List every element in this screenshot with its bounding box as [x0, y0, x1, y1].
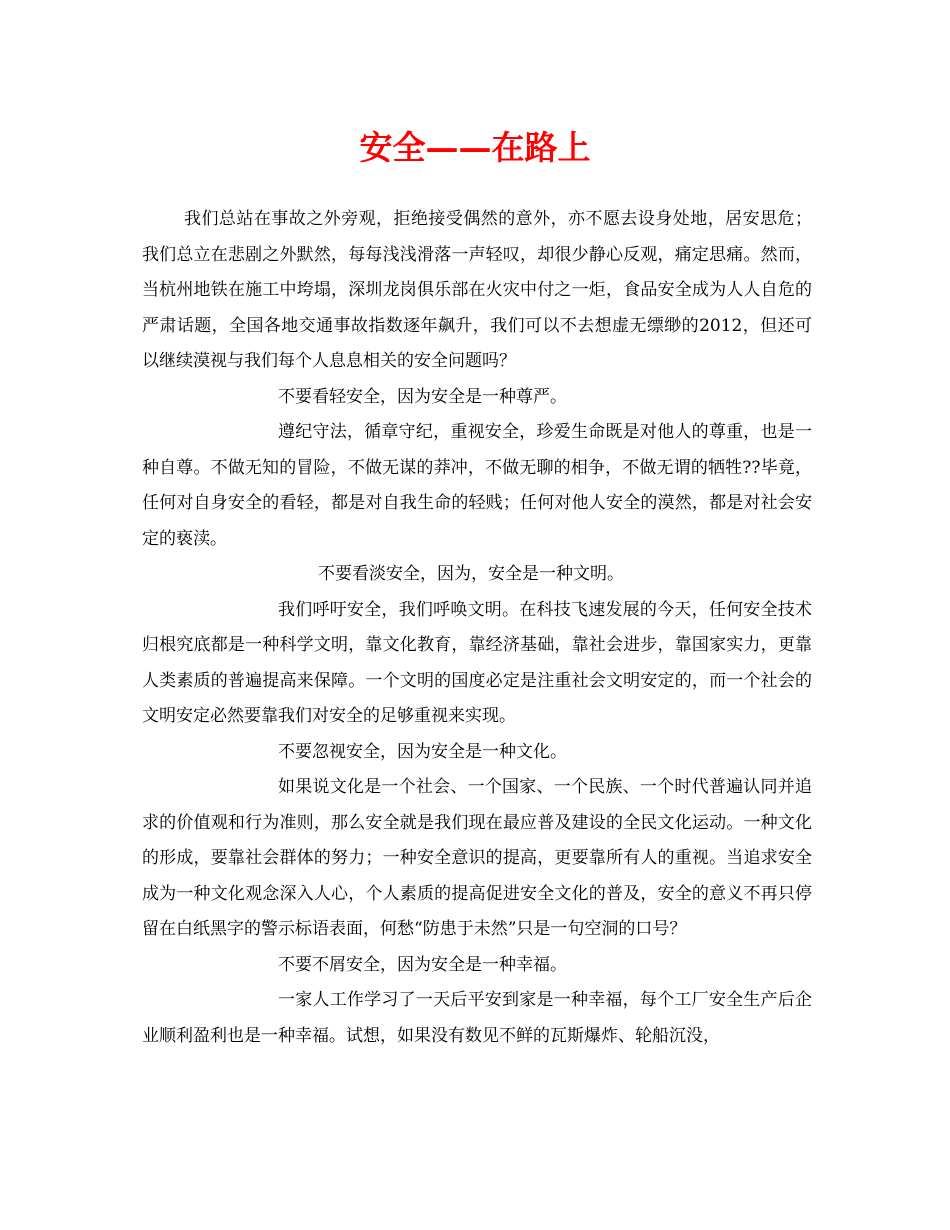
- document-title: 安全——在路上: [359, 128, 591, 167]
- paragraph-dignity: 遵纪守法，循章守纪，重视安全，珍爱生命既是对他人的尊重，也是一种自尊。不做无知的冒险，不做无谋的莽冲，不做无聊的相争，不做无谓的牺牲??毕竟，任何对自身安全的看轻，都是对自我生命的轻贱；任何对他人安全的漠然，都是对社会安定的亵渎。: [142, 422, 812, 549]
- document-body: [142, 202, 812, 1054]
- paragraph-happiness: 一家人工作学习了一天后平安到家是一种幸福，每个工厂安全生产后企业顺利盈利也是一种幸福。试想，如果没有数见不鲜的瓦斯爆炸、轮船沉没，: [142, 990, 812, 1046]
- heading-civilization: 不要看淡安全，因为，安全是一种文明。: [318, 564, 624, 584]
- heading-happiness: 不要不屑安全，因为安全是一种幸福。: [278, 954, 567, 975]
- heading-culture: 不要忽视安全，因为安全是一种文化。: [278, 741, 567, 762]
- paragraph-culture: 如果说文化是一个社会、一个国家、一个民族、一个时代普遍认同并追求的价值观和行为准则，那么安全就是我们现在最应普及建设的全民文化运动。一种文化的形成，要靠社会群体的努力；一种安全意识的提高，更要靠所有人的重视。当追求安全成为一种文化观念深入人心，个人素质的提高促进安全文化的普及，安全的意义不再只停留在白纸黑字的警示标语表面，何愁“防患于未然”只是一句空洞的口号？: [142, 777, 812, 939]
- paragraph-civilization: 我们呼吁安全，我们呼唤文明。在科技飞速发展的今天，任何安全技术归根究底都是一种科学文明，靠文化教育，靠经济基础，靠社会进步，靠国家实力，更靠人类素质的普遍提高来保障。一个文明的国度必定是注重社会文明安定的，而一个社会的文明安定必然要靠我们对安全的足够重视来实现。: [142, 599, 812, 726]
- heading-dignity: 不要看轻安全，因为安全是一种尊严。: [278, 386, 567, 407]
- paragraph-intro: 我们总站在事故之外旁观，拒绝接受偶然的意外，亦不愿去设身处地，居安思危；我们总立在悲剧之外默然，每每浅浅滑落一声轻叹，却很少静心反观，痛定思痛。然而，当杭州地铁在施工中垮塌，深圳龙岗俱乐部在火灾中付之一炬，食品安全成为人人自危的严肃话题，全国各地交通事故指数逐年飙升，我们可以不去想虚无缥缈的2012，但还可以继续漠视与我们每个人息息相关的安全问题吗？: [142, 209, 812, 371]
